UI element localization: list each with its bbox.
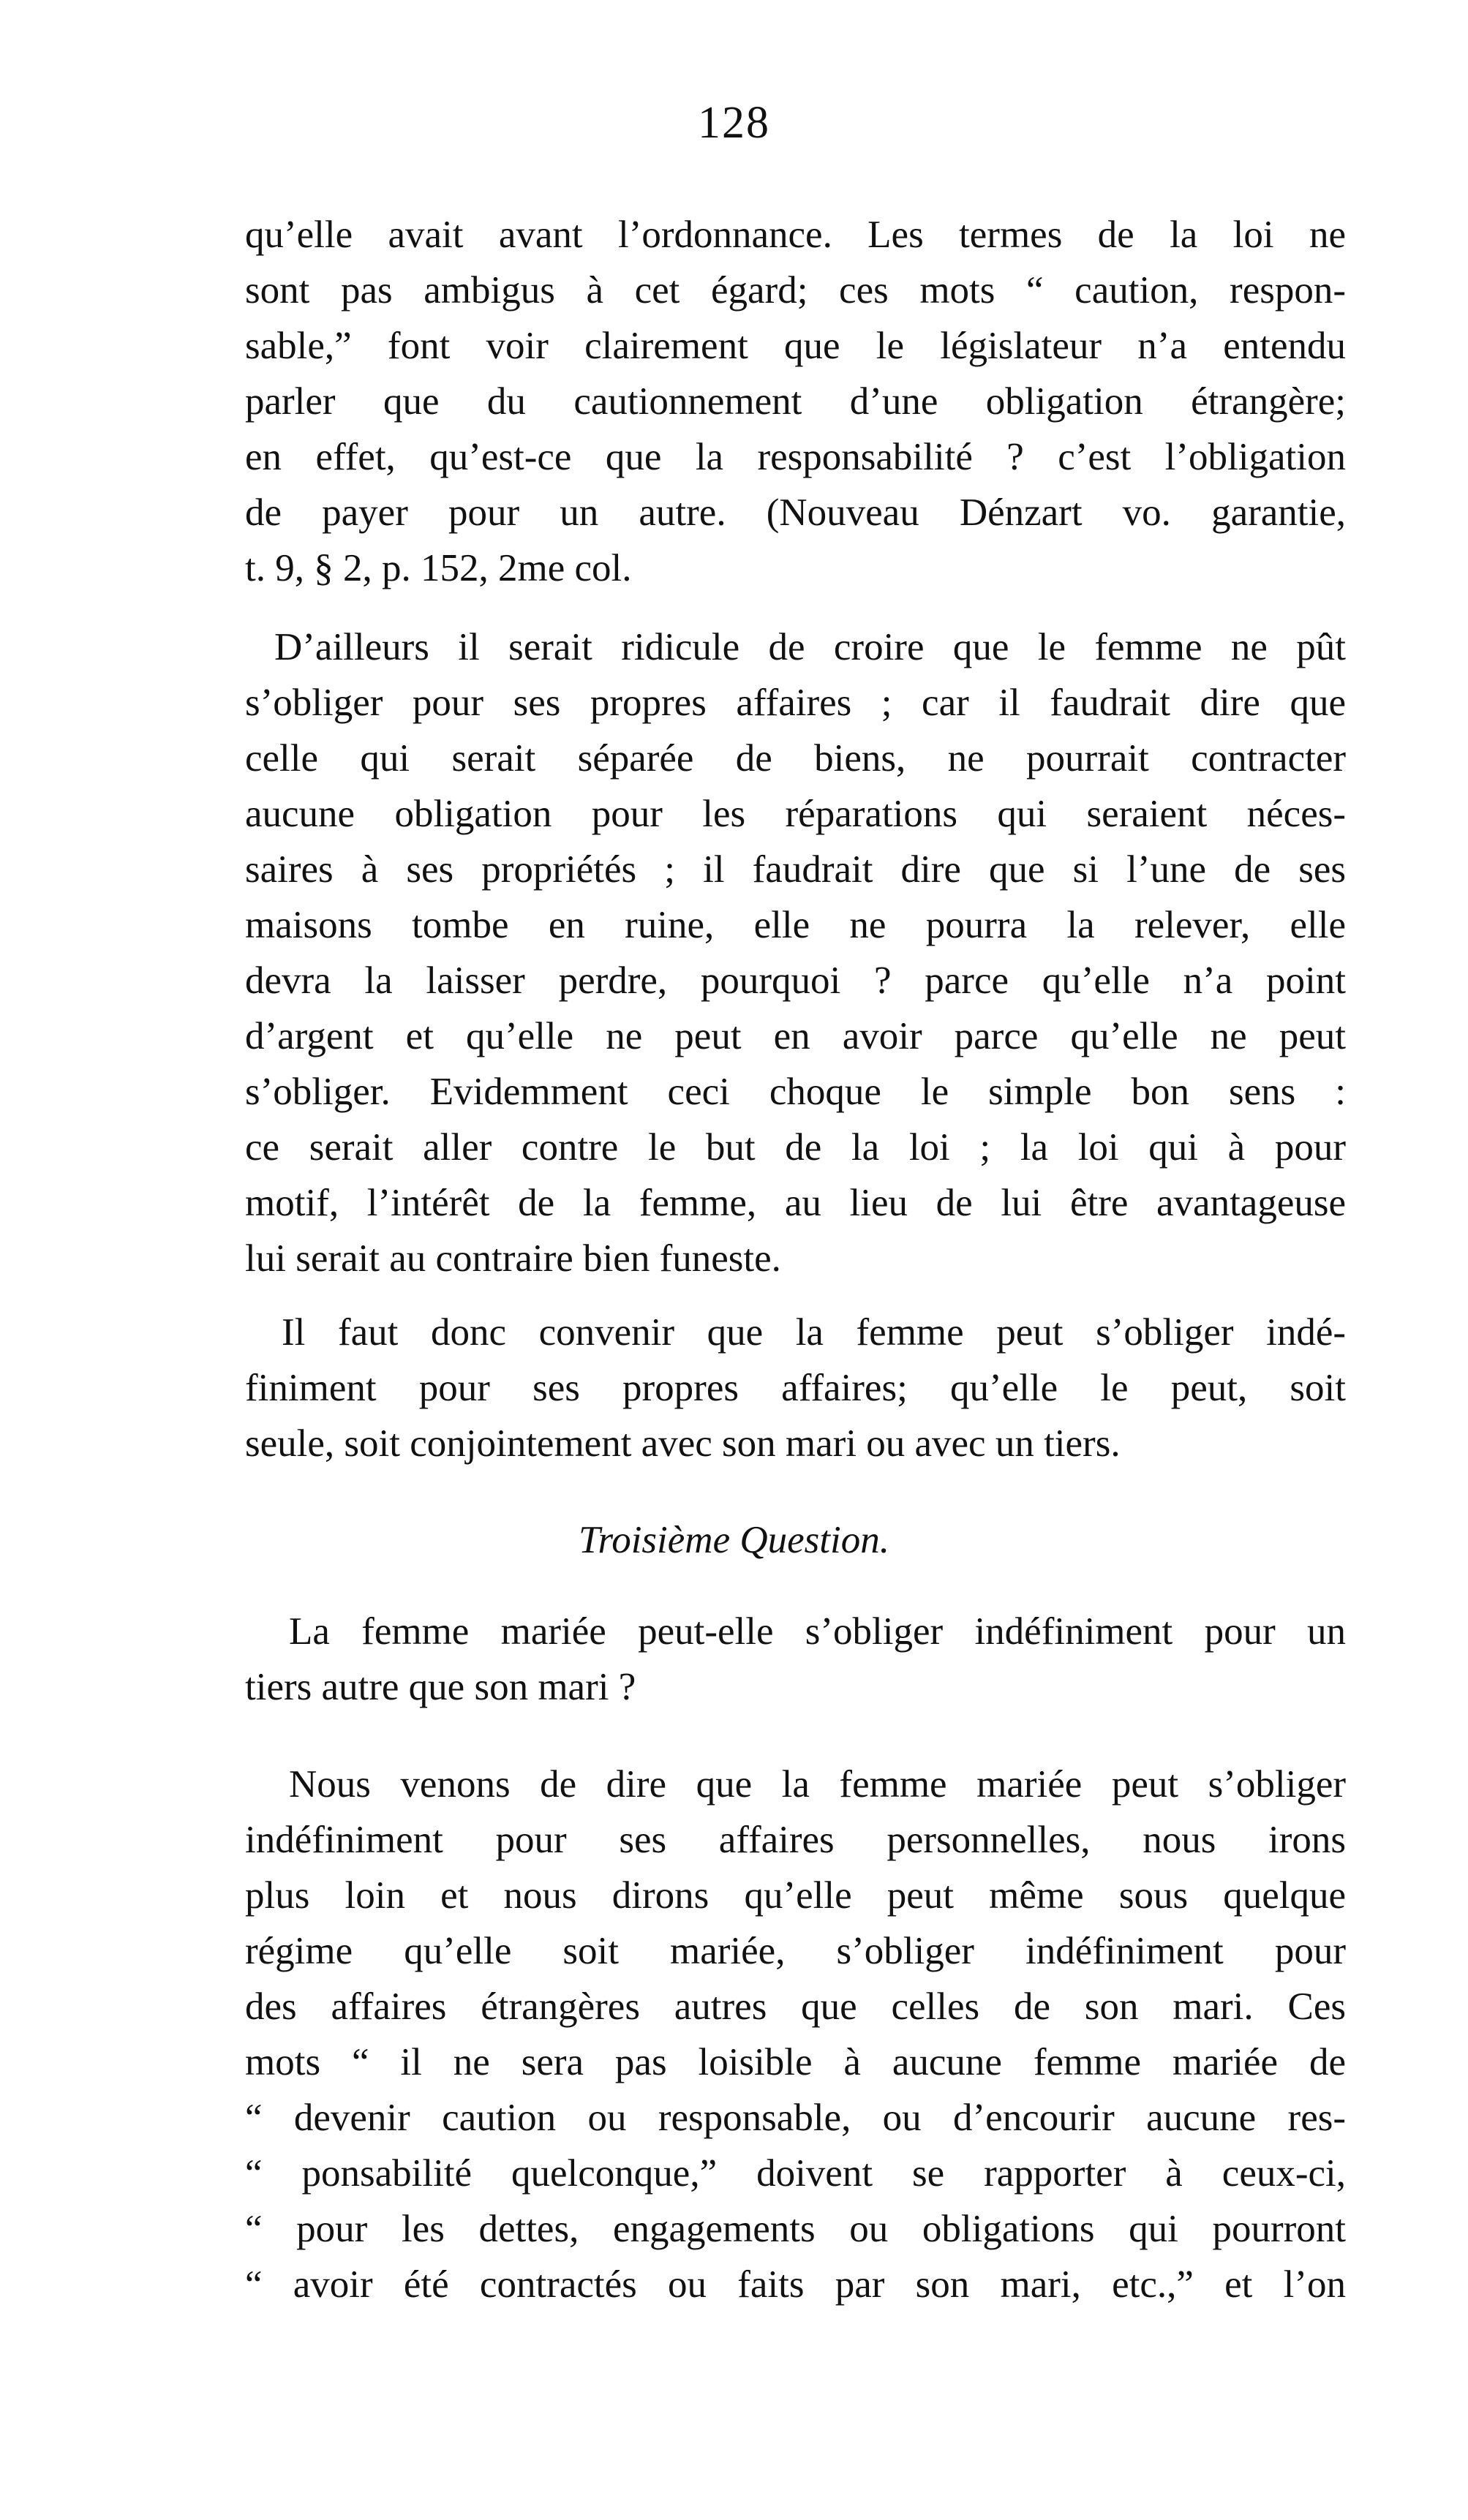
- text-line: parler que du cautionnement d’une obligation étrangère;: [245, 380, 1346, 423]
- text-line: La femme mariée peut-elle s’obliger indéfiniment pour un: [289, 1610, 1346, 1653]
- text-line: Il faut donc convenir que la femme peut s’obliger indé-: [282, 1311, 1346, 1354]
- text-line: “ avoir été contractés ou faits par son mari, etc.,” et l’on: [245, 2263, 1346, 2306]
- text-line: Nous venons de dire que la femme mariée peut s’obliger: [289, 1763, 1346, 1806]
- text-line: finiment pour ses propres affaires; qu’elle le peut, soit: [245, 1367, 1346, 1409]
- text-line: sable,” font voir clairement que le législateur n’a entendu: [245, 325, 1346, 367]
- text-line: t. 9, § 2, p. 152, 2me col.: [245, 547, 632, 589]
- text-line: qu’elle avait avant l’ordonnance. Les termes de la loi ne: [245, 214, 1346, 256]
- text-line: seule, soit conjointement avec son mari ou avec un tiers.: [245, 1422, 1121, 1465]
- text-line: s’obliger pour ses propres affaires ; car il faudrait dire que: [245, 682, 1346, 724]
- text-line: d’argent et qu’elle ne peut en avoir parce qu’elle ne peut: [245, 1015, 1346, 1057]
- text-line: motif, l’intérêt de la femme, au lieu de lui être avantageuse: [245, 1182, 1346, 1224]
- text-line: mots “ il ne sera pas loisible à aucune femme mariée de: [245, 2041, 1346, 2083]
- text-line: de payer pour un autre. (Nouveau Dénzart vo. garantie,: [245, 491, 1346, 534]
- text-line: “ pour les dettes, engagements ou obligations qui pourront: [245, 2208, 1346, 2250]
- final-paragraph: [245, 1757, 1346, 2312]
- section-heading: Troisième Question.: [579, 1519, 889, 1561]
- question-paragraph: [245, 1604, 1346, 1715]
- paragraph-1: [245, 207, 1346, 596]
- text-line: saires à ses propriétés ; il faudrait dire que si l’une de ses: [245, 848, 1346, 891]
- text-line: “ devenir caution ou responsable, ou d’encourir aucune res-: [245, 2097, 1346, 2139]
- text-line: en effet, qu’est-ce que la responsabilité ? c’est l’obligation: [245, 436, 1346, 478]
- text-line: tiers autre que son mari ?: [245, 1666, 636, 1708]
- text-line: devra la laisser perdre, pourquoi ? parce qu’elle n’a point: [245, 959, 1346, 1002]
- text-line: ce serait aller contre le but de la loi ; la loi qui à pour: [245, 1126, 1346, 1169]
- paragraph-3: [245, 1305, 1346, 1471]
- page-number: 128: [698, 98, 770, 148]
- text-line: s’obliger. Evidemment ceci choque le simple bon sens :: [245, 1071, 1346, 1113]
- text-line: lui serait au contraire bien funeste.: [245, 1237, 781, 1280]
- text-line: plus loin et nous dirons qu’elle peut même sous quelque: [245, 1874, 1346, 1917]
- text-line: D’ailleurs il serait ridicule de croire que le femme ne pût: [274, 626, 1346, 668]
- text-line: “ ponsabilité quelconque,” doivent se rapporter à ceux-ci,: [245, 2152, 1346, 2195]
- text-line: sont pas ambigus à cet égard; ces mots “ caution, respon-: [245, 269, 1346, 312]
- text-line: indéfiniment pour ses affaires personnelles, nous irons: [245, 1819, 1346, 1861]
- text-line: celle qui serait séparée de biens, ne pourrait contracter: [245, 737, 1346, 780]
- text-line: aucune obligation pour les réparations qui seraient néces-: [245, 793, 1346, 835]
- paragraph-2: [245, 619, 1346, 1286]
- text-line: régime qu’elle soit mariée, s’obliger indéfiniment pour: [245, 1930, 1346, 1972]
- text-line: des affaires étrangères autres que celles de son mari. Ces: [245, 1985, 1346, 2028]
- text-line: maisons tombe en ruine, elle ne pourra la relever, elle: [245, 904, 1346, 946]
